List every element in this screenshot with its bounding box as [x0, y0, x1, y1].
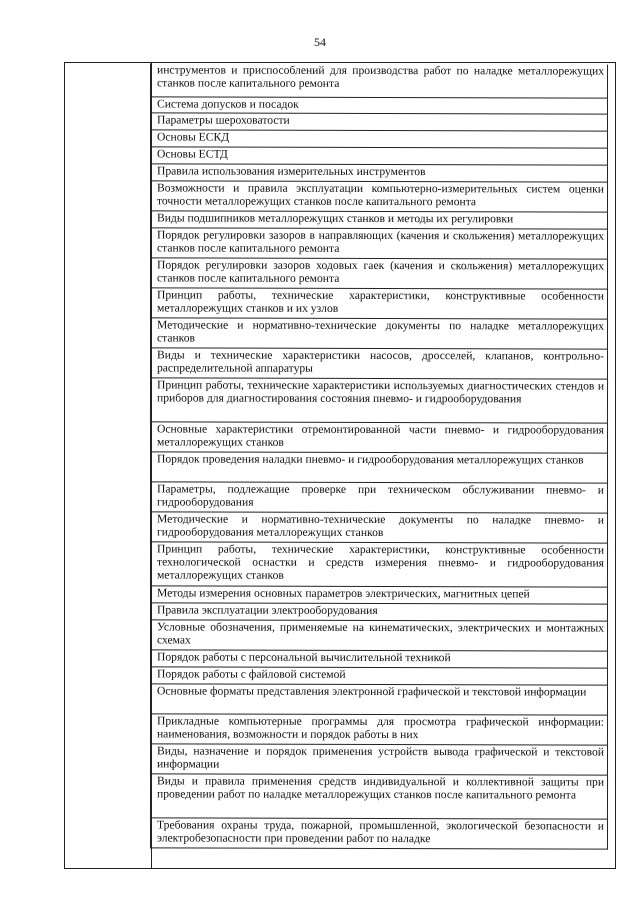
table-row: Порядок работы с файловой системой: [150, 667, 608, 685]
table-row: Порядок регулировки зазоров ходовых гаек (качения и скольжения) металлорежущих станков после капитального ремонта: [150, 258, 608, 289]
table-row: Порядок проведения наладки пневмо- и гидрооборудования металлорежущих станков: [150, 452, 608, 483]
table-row: Порядок работы с персональной вычислительной техникой: [150, 650, 608, 668]
table-row: Порядок регулировки зазоров в направляющих (качения и скольжения) металлорежущих станков после капитального ремонта: [150, 228, 608, 259]
knowledge-list: [150, 64, 608, 849]
table-row: Основные характеристики отремонтированной части пневмо- и гидрооборудования металлорежущих станков: [150, 422, 608, 453]
table-row: Методические и нормативно-технические документы по наладке металлорежущих станков: [150, 318, 608, 349]
table-row: Основы ЕСКД: [150, 130, 608, 148]
table-row: Возможности и правила эксплуатации компьютерно-измерительных систем оценки точности металлорежущих станков после капитального ремонта: [150, 181, 608, 212]
table-row: Прикладные компьютерные программы для просмотра графической информации: наименования, возможности и порядок работы в них: [150, 714, 608, 745]
table-row: Условные обозначения, применяемые на кинематических, электрических и монтажных схемах: [150, 620, 608, 651]
table-row: Основы ЕСТД: [150, 147, 608, 165]
table-row: Правила использования измерительных инструментов: [150, 164, 608, 182]
table-row: Система допусков и посадок: [150, 97, 608, 114]
table-row: Принцип работы, технические характеристики, конструктивные особенности технологической оснастки и средств измерения пневмо- и гидрооборудования металлорежущих станков: [150, 542, 608, 587]
table-row: Основные форматы представления электронной графической и текстовой информации: [150, 684, 608, 715]
table-row: Виды и технические характеристики насосов, дросселей, клапанов, контрольно-распределительной аппаратуры: [150, 348, 608, 379]
table-row: Виды, назначение и порядок применения устройств вывода графической и текстовой информации: [150, 744, 608, 775]
table-row: Параметры шероховатости: [150, 113, 608, 131]
table-row: Принцип работы, технические характеристики используемых диагностических стендов и приборов для диагностирования состояния пневмо- и гидрооборудования: [150, 378, 608, 423]
table-row: Методические и нормативно-технические документы по наладке пневмо- и гидрооборудования металлорежущих станков: [150, 512, 608, 543]
table-row: Принцип работы, технические характеристики, конструктивные особенности металлорежущих станков и их узлов: [150, 288, 608, 319]
table-row: Требования охраны труда, пожарной, промышленной, экологической безопасности и электробезопасности при проведении работ по наладке: [150, 818, 608, 849]
table-row: Методы измерения основных параметров электрических, магнитных цепей: [150, 586, 608, 604]
table-row: Параметры, подлежащие проверке при техническом обслуживании пневмо- и гидрооборудования: [150, 482, 608, 513]
table-row: инструментов и приспособлений для производства работ по наладке металлорежущих станков после капитального ремонта: [150, 63, 608, 98]
table-row: Виды и правила применения средств индивидуальной и коллективной защиты при проведении работ по наладке металлорежущих станков после капитального ремонта: [150, 774, 608, 819]
table-row: Правила эксплуатации электрооборудования: [150, 603, 608, 621]
table-row: Виды подшипников металлорежущих станков и методы их регулировки: [150, 211, 608, 229]
page-number: 54: [314, 35, 326, 49]
